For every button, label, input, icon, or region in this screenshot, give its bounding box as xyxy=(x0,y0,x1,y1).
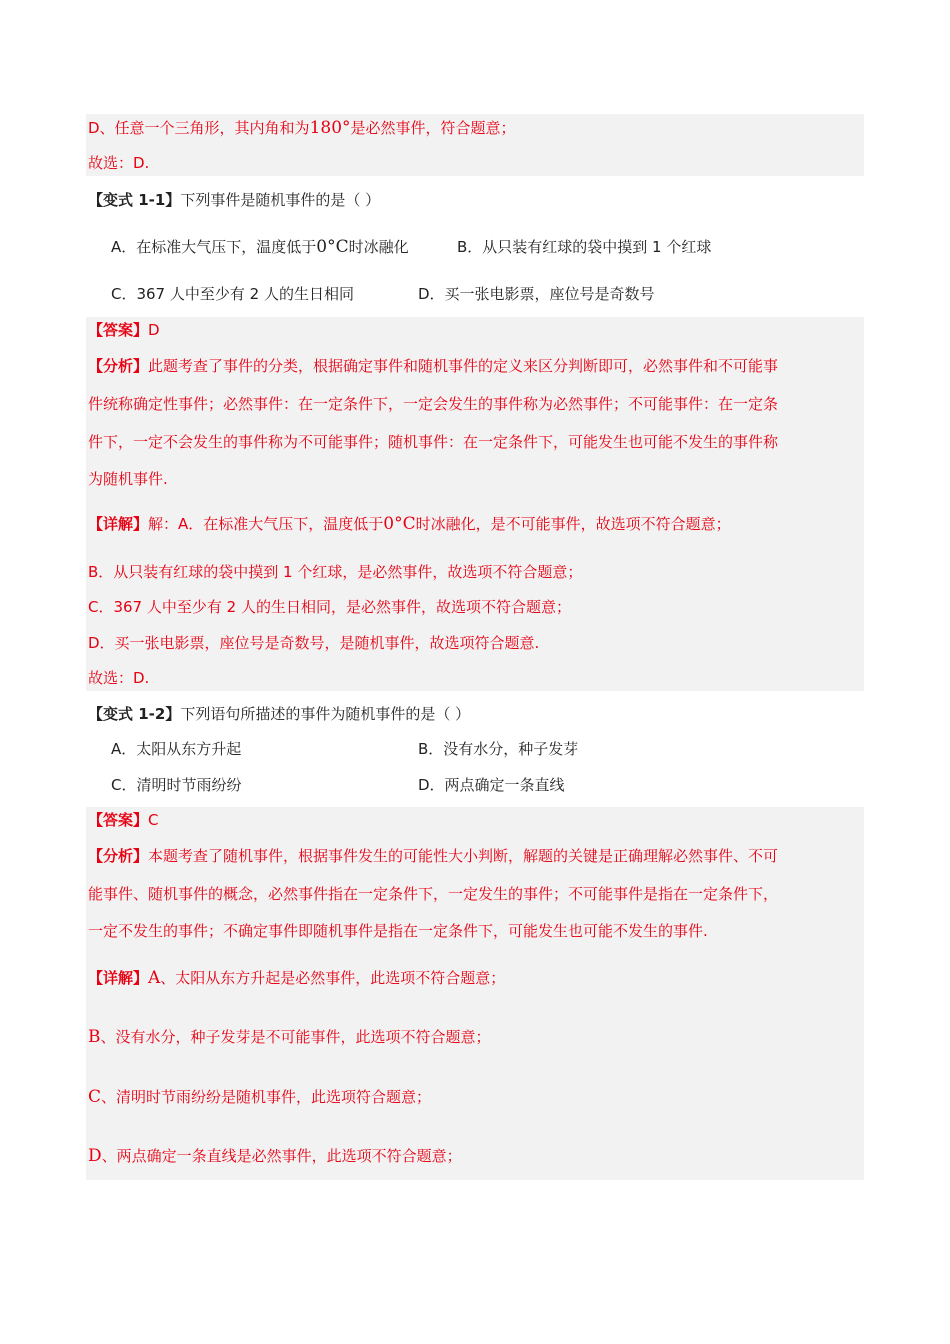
previous-conclusion: 故选：D. xyxy=(88,154,150,172)
answer-tag: 【答案】 xyxy=(88,321,149,339)
q1-stem xyxy=(88,190,380,210)
math-180-degrees: 180° xyxy=(309,118,351,138)
text: A．在标准大气压下，温度低于 xyxy=(111,238,317,256)
previous-detail-d xyxy=(88,118,516,138)
analysis-tag: 【分析】 xyxy=(88,847,149,865)
detail-tag: 【详解】 xyxy=(88,969,149,987)
detail-tag: 【详解】 xyxy=(88,515,149,533)
q1-detail-c: C．367 人中至少有 2 人的生日相同，是必然事件，故选项不符合题意； xyxy=(88,598,571,616)
q2-option-d: D．两点确定一条直线 xyxy=(418,776,565,794)
q2-option-b: B．没有水分，种子发芽 xyxy=(418,740,579,758)
letter-c: C xyxy=(88,1087,102,1107)
q1-analysis-line-3: 件下，一定不会发生的事件称为不可能事件；随机事件：在一定条件下，可能发生也可能不发生的事件称 xyxy=(88,433,779,451)
q1-analysis-line-1 xyxy=(88,356,778,376)
text: 、两点确定一条直线是必然事件，此选项不符合题意； xyxy=(101,1147,462,1165)
q1-detail-d: D．买一张电影票，座位号是奇数号，是随机事件，故选项符合题意. xyxy=(88,634,540,652)
q1-option-c: C．367 人中至少有 2 人的生日相同 xyxy=(111,285,354,303)
q1-analysis-line-2: 件统称确定性事件；必然事件：在一定条件下，一定会发生的事件称为必然事件；不可能事件：在一定条 xyxy=(88,395,779,413)
q2-detail-b xyxy=(88,1027,491,1047)
text: 时冰融化，是不可能事件，故选项不符合题意； xyxy=(415,515,731,533)
answer-value: D xyxy=(148,321,160,339)
answer-value: C xyxy=(148,811,159,829)
q2-analysis-line-1 xyxy=(88,846,778,866)
q2-analysis-line-2: 能事件、随机事件的概念，必然事件指在一定条件下，一定发生的事件；不可能事件是指在一定条件下， xyxy=(88,885,779,903)
letter-a: A xyxy=(148,968,161,988)
text: 本题考查了随机事件，根据事件发生的可能性大小判断，解题的关键是正确理解必然事件、不可 xyxy=(148,847,779,865)
answer-tag: 【答案】 xyxy=(88,811,149,829)
q1-option-d: D．买一张电影票，座位号是奇数号 xyxy=(418,285,655,303)
q1-answer xyxy=(88,320,160,340)
text: 此题考查了事件的分类，根据确定事件和随机事件的定义来区分判断即可，必然事件和不可能事 xyxy=(148,357,779,375)
q2-detail-d xyxy=(88,1146,462,1166)
q1-option-a xyxy=(111,237,409,257)
letter-d: D xyxy=(88,1146,102,1166)
q1-detail-a xyxy=(88,514,731,534)
q1-option-b: B．从只装有红球的袋中摸到 1 个红球 xyxy=(457,238,712,256)
text: 、太阳从东方升起是必然事件，此选项不符合题意； xyxy=(160,969,506,987)
q2-question: 下列语句所描述的事件为随机事件的是（ ） xyxy=(180,705,471,723)
q2-option-a: A．太阳从东方升起 xyxy=(111,740,242,758)
text: 时冰融化 xyxy=(348,238,409,256)
q1-detail-b: B．从只装有红球的袋中摸到 1 个红球，是必然事件，故选项不符合题意； xyxy=(88,563,583,581)
q1-analysis-line-4: 为随机事件. xyxy=(88,470,168,488)
q2-analysis-line-3: 一定不发生的事件；不确定事件即随机事件是指在一定条件下，可能发生也可能不发生的事件. xyxy=(88,922,708,940)
q1-tag: 【变式 1-1】 xyxy=(88,191,181,209)
math-0-celsius: 0°C xyxy=(383,514,416,534)
text: 解：A．在标准大气压下，温度低于 xyxy=(148,515,384,533)
q1-conclusion: 故选：D. xyxy=(88,669,150,687)
math-0-celsius: 0°C xyxy=(316,237,349,257)
q2-answer xyxy=(88,810,159,830)
text: 是必然事件，符合题意； xyxy=(350,119,516,137)
q1-question: 下列事件是随机事件的是（ ） xyxy=(180,191,381,209)
q2-tag: 【变式 1-2】 xyxy=(88,705,181,723)
analysis-tag: 【分析】 xyxy=(88,357,149,375)
q2-option-c: C．清明时节雨纷纷 xyxy=(111,776,242,794)
q2-stem xyxy=(88,704,470,724)
q2-detail-a xyxy=(88,968,505,988)
text: D、任意一个三角形，其内角和为 xyxy=(88,119,310,137)
text: 、没有水分，种子发芽是不可能事件，此选项不符合题意； xyxy=(100,1028,491,1046)
text: 、清明时节雨纷纷是随机事件，此选项符合题意； xyxy=(101,1088,432,1106)
letter-b: B xyxy=(88,1027,101,1047)
q2-detail-c xyxy=(88,1087,431,1107)
